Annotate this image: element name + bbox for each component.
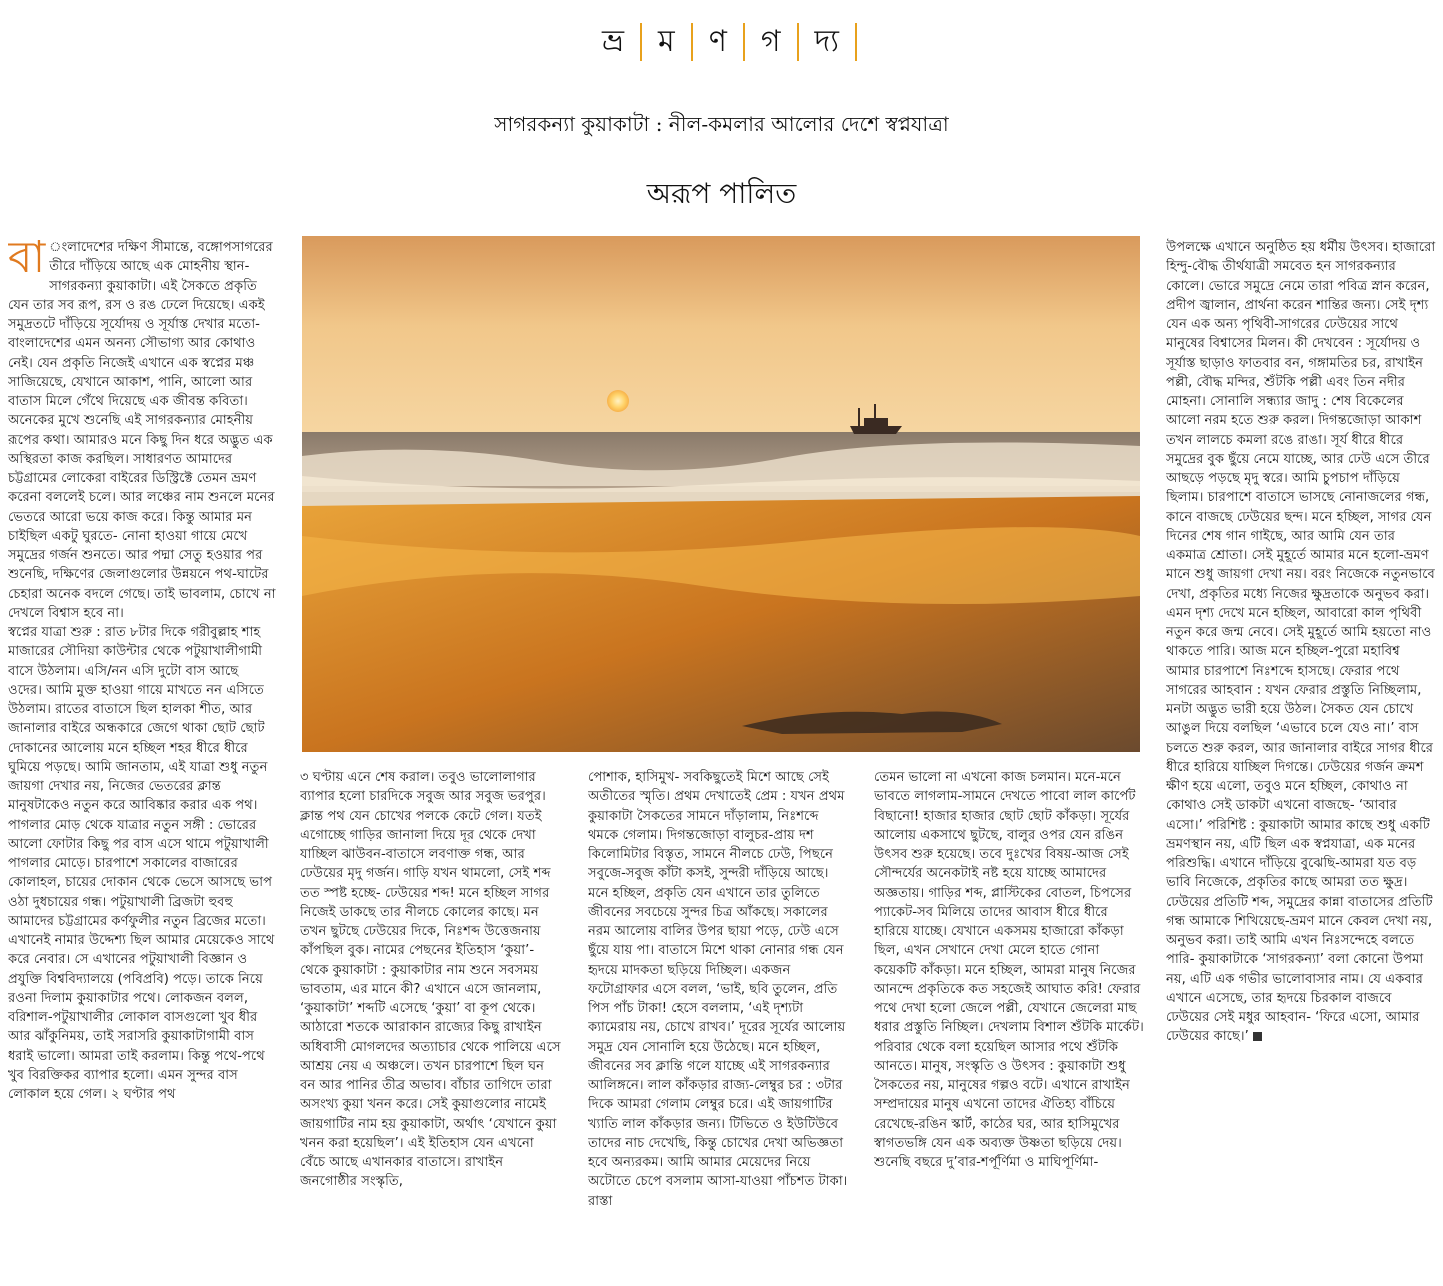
article-headline: সাগরকন্যা কুয়াকাটা : নীল-কমলার আলোর দেশে স্বপ্নযাত্রা — [494, 112, 949, 136]
drop-cap: বা — [8, 238, 46, 283]
boat-mast-shape — [858, 408, 860, 426]
article-column-5 — [1166, 238, 1436, 1278]
article-paragraph: স্বপ্নের যাত্রা শুরু : রাত ৮টার দিকে গরীবুল্লাহ শাহ মাজারের সৌদিয়া কাউন্টার থেকে পটুয়াখালীগামী বাসে উঠলাম। এসি/নন এসি দুটো বাস আছে ওদের। আমি মুক্ত হাওয়া গায়ে মাখতে নন এসিতে উঠলাম। রাতের বাতাসে ছিল হালকা শীত, আর জানালার বাইরে অন্ধকারে জেগে থাকা ছোট ছোট দোকানের আলোয় মনে হচ্ছিল শহর ধীরে ধীরে ঘুমিয়ে পড়ছে। আমি জানতাম, এই যাত্রা শুধু নতুন জায়গা দেখার নয়, নিজের ভেতরের ক্লান্ত মানুষটাকেও নতুন করে আবিষ্কার করার এক পথ। পাগলার মোড় থেকে যাত্রার নতুন সঙ্গী : ভোরের আলো ফোটার কিছু পর বাস এসে থামে পটুয়াখালী পাগলার মোড়ে। চারপাশে সকালের বাজারের কোলাহল, চায়ের দোকান থেকে ভেসে আসছে ভাপ ওঠা দুধচায়ের গন্ধ। পটুয়াখালী ব্রিজটা হুবহু আমাদের চট্টগ্রামের কর্ণফুলীর নতুন ব্রিজের মতো। এখানেই নামার উদ্দেশ্য ছিল আমার মেয়েকেও সাথে করে নেবার। সে এখানের পটুয়াখালী বিজ্ঞান ও প্রযুক্তি বিশ্ববিদ্যালয়ে (পবিপ্রবি) পড়ে। তাকে নিয়ে রওনা দিলাম কুয়াকাটার পথে। লোকজন বলল, বরিশাল-পটুয়াখালীর লোকাল বাসগুলো খুব ধীর আর ঝাঁকুনিময়, তাই সরাসরি কুয়াকাটাগামী বাস ধরাই ভালো। আমরা তাই করলাম। কিন্তু পথে-পথে খুব বিরক্তিকর ব্যাপার হলো। এমন সুন্দর বাস লোকাল হয়ে গেল। ২ ঘণ্টার পথ — [8, 625, 275, 1102]
article-paragraph: ৩ ঘণ্টায় এনে শেষ করাল। তবুও ভালোলাগার ব্যাপার হলো চারদিকে সবুজ আর সবুজ ভরপুর। ক্লান্ত পথ যেন চোখের পলকে কেটে গেল। যতই এগোচ্ছে গাড়ির জানালা দিয়ে দূর থেকে দেখা যাচ্ছিল ঝাউবন-বাতাসে লবণাক্ত গন্ধ, আর ঢেউয়ের মৃদু গর্জন। গাড়ি যখন থামলো, সেই শব্দ তত স্পষ্ট হচ্ছে- ঢেউয়ের শব্দ! মনে হচ্ছিল সাগর নিজেই ডাকছে তার নীলচে কোলের কাছে। মন তখন ছুটছে ঢেউয়ের দিকে, নিঃশব্দ উত্তেজনায় কাঁপছিল বুক। নামের পেছনের ইতিহাস ‘কুয়া’- থেকে কুয়াকাটা : কুয়াকাটার নাম শুনে সবসময় ভাবতাম, এর মানে কী? এখানে এসে জানলাম, ‘কুয়াকাটা’ শব্দটি এসেছে ‘কুয়া’ বা কূপ থেকে। আঠারো শতকে আরাকান রাজ্যের কিছু রাখাইন অধিবাসী মোগলদের অত্যাচার থেকে পালিয়ে এসে আশ্রয় নেয় এ অঞ্চলে। তখন চারপাশে ছিল ঘন বন আর পানির তীব্র অভাব। বাঁচার তাগিদে তারা অসংখ্য কুয়া খনন করে। সেই কুয়াগুলোর নামেই জায়গাটির নাম হয় কুয়াকাটা, অর্থাৎ ‘যেখানে কুয়া খনন করা হয়েছিল’। এই ইতিহাস যেন এখনো বেঁচে আছে এখানকার বাতাসে। রাখাইন জনগোষ্ঠীর সংস্কৃতি, — [300, 770, 561, 1190]
article-paragraph — [1166, 238, 1436, 1047]
section-tag — [0, 18, 1443, 66]
end-mark-icon — [1253, 1032, 1262, 1041]
article-text: উপলক্ষে এখানে অনুষ্ঠিত হয় ধর্মীয় উৎসব। হাজারো হিন্দু-বৌদ্ধ তীর্থযাত্রী সমবেত হন সাগরকন্যার কোলে। ভোরে সমুদ্রে নেমে তারা পবিত্র স্নান করেন, প্রদীপ জ্বালান, প্রার্থনা করেন শান্তির জন্য। সেই দৃশ্য যেন এক অন্য পৃথিবী-সাগরের ঢেউয়ের সাথে মানুষের বিশ্বাসের মিলন। কী দেখবেন : সূর্যোদয় ও সূর্যাস্ত ছাড়াও ফাতবার বন, গঙ্গামতির চর, রাখাইন পল্লী, বৌদ্ধ মন্দির, শুঁটকি পল্লী এবং তিন নদীর মোহনা। সোনালি সন্ধ্যার জাদু : শেষ বিকেলের আলো নরম হতে শুরু করল। দিগন্তজোড়া আকাশ তখন লালচে কমলা রঙে রাঙা। সূর্য ধীরে ধীরে সমুদ্রের বুক ছুঁয়ে নেমে যাচ্ছে, আর ঢেউ এসে তীরে আছড়ে পড়ছে মৃদু স্বরে। আমি চুপচাপ দাঁড়িয়ে ছিলাম। চারপাশে বাতাসে ভাসছে নোনাজলের গন্ধ, কানে বাজছে ঢেউয়ের ছন্দ। মনে হচ্ছিল, সাগর যেন দিনের শেষ গান গাইছে, আর আমি যেন তার একমাত্র শ্রোতা। সেই মুহূর্তে আমার মনে হলো-ভ্রমণ মানে শুধু জায়গা দেখা নয়। বরং নিজেকে নতুনভাবে দেখা, প্রকৃতির মধ্যে নিজের ক্ষুদ্রতাকে অনুভব করা। এমন দৃশ্য দেখে মনে হচ্ছিল, আবারো কাল পৃথিবী নতুন করে জন্ম নেবে। সেই মুহূর্তে আমি হয়তো নাও থাকতে পারি। আজ মনে হচ্ছিল-পুরো মহাবিশ্ব আমার চারপাশে নিঃশব্দে হাসছে। ফেরার পথে সাগরের আহবান : যখন ফেরার প্রস্তুতি নিচ্ছিলাম, মনটা অদ্ভুত ভারী হয়ে উঠল। সৈকত যেন চোখে আঙুল দিয়ে বলছিল ‘এভাবে চলে যেও না।’ বাস চলতে শুরু করল, আর জানালার বাইরে সাগর ধীরে ধীরে হারিয়ে যাচ্ছিল দিগন্তে। ঢেউয়ের গর্জন ক্রমশ ক্ষীণ হয়ে এলো, তবুও মনে হচ্ছিল, কোথাও না কোথাও সেই ডাকটা এখনো বাজছে- ‘আবার এসো।’ পরিশিষ্ট : কুয়াকাটা আমার কাছে শুধু একটি ভ্রমণস্থান নয়, এটি ছিল এক স্বপ্নযাত্রা, এক মনের পরিশুদ্ধি। এখানে দাঁড়িয়ে বুঝেছি-আমরা যত বড় ভাবি নিজেকে, প্রকৃতির কাছে আমরা তত ক্ষুদ্র। ঢেউয়ের প্রতিটি শব্দ, সমুদ্রের কান্না বাতাসের প্রতিটি গন্ধ আমাকে শিখিয়েছে-ভ্রমণ মানে কেবল দেখা নয়, অনুভব করা। তাই আমি এখন নিঃসন্দেহে বলতে পারি- কুয়াকাটাকে ‘সাগরকন্যা’ বলা কোনো উপমা নয়, এটি এক গভীর ভালোবাসার নাম। যে একবার এখানে এসেছে, তার হৃদয়ে চিরকাল বাজবে ঢেউয়ের সেই মধুর আহবান- ‘ফিরে এসো, আমার ঢেউয়ের কাছে।’ — [1166, 240, 1436, 1045]
article-text: ংলাদেশের দক্ষিণ সীমান্তে, বঙ্গোপসাগরের তীরে দাঁড়িয়ে আছে এক মোহনীয় স্থান-সাগরকন্যা কুয়াকাটা। এই সৈকতে প্রকৃতি যেন তার সব রূপ, রস ও রঙ ঢেলে দিয়েছে। একই সমুদ্রতটে দাঁড়িয়ে সূর্যোদয় ও সূর্যাস্ত দেখার মতো-বাংলাদেশের এমন অনন্য সৌভাগ্য আর কোথাও নেই। যেন প্রকৃতি নিজেই এখানে এক স্বপ্নের মঞ্চ সাজিয়েছে, যেখানে আকাশ, পানি, আলো আর বাতাস মিলে গেঁথে দিয়েছে এক জীবন্ত কবিতা। অনেকের মুখে শুনেছি এই সাগরকন্যার মোহনীয় রূপের কথা। আমারও মনে কিছু দিন ধরে অদ্ভুত এক অস্থিরতা কাজ করছিল। সাধারণত আমাদের চট্টগ্রামের লোকেরা বাইরের ডিস্ট্রিক্টে তেমন ভ্রমণ করেনা বললেই চলে। আর লঞ্চের নাম শুনলে মনের ভেতরে আরো ভয়ে কাজ করে। কিন্তু আমার মন চাইছিল একটু ঘুরতে- নোনা হাওয়া গায়ে মেখে সমুদ্রের গর্জন শুনতে। আর পদ্মা সেতু হওয়ার পর শুনেছি, দক্ষিণের জেলাগুলোর উন্নয়নে পথ-ঘাটের চেহারা অনেক বদলে গেছে। তাই ভাবলাম, চোখে না দেখলে বিশ্বাস হবে না। — [8, 240, 276, 621]
article-column-3 — [588, 768, 848, 1278]
article-byline: অরূপ পালিত — [646, 177, 797, 210]
section-tag-letter: ণ — [708, 24, 727, 59]
sky-shape — [302, 236, 1140, 436]
article-paragraph — [8, 238, 276, 623]
article-column-1 — [8, 238, 276, 1278]
section-tag-divider — [855, 23, 857, 61]
article-paragraph: পোশাক, হাসিমুখ- সবকিছুতেই মিশে আছে সেই অতীতের স্মৃতি। প্রথম দেখাতেই প্রেম : যখন প্রথম কুয়াকাটা সৈকতের সামনে দাঁড়ালাম, নিঃশব্দে থমকে গেলাম। দিগন্তজোড়া বালুচর-প্রায় দশ কিলোমিটার বিস্তৃত, সামনে নীলচে ঢেউ, পিছনে সবুজে-সবুজ কাঁটা কসই, সুন্দরী দাঁড়িয়ে আছে। মনে হচ্ছিল, প্রকৃতি যেন এখানে তার তুলিতে জীবনের সবচেয়ে সুন্দর চিত্র আঁকছে। সকালের নরম আলোয় বালির উপর ছায়া পড়ে, ঢেউ এসে ছুঁয়ে যায় পা। বাতাসে মিশে থাকা নোনার গন্ধ যেন হৃদয়ে মাদকতা ছড়িয়ে দিচ্ছিল। একজন ফটোগ্রাফার এসে বলল, ‘ভাই, ছবি তুলেন, প্রতি পিস পাঁচ টাকা! হেসে বললাম, ‘এই দৃশ্যটা ক্যামেরায় নয়, চোখে রাখব।’ দূরের সূর্যের আলোয় সমুদ্র যেন সোনালি হয়ে উঠেছে। মনে হচ্ছিল, জীবনের সব ক্লান্তি গলে যাচ্ছে এই সাগরকন্যার আলিঙ্গনে। লাল কাঁকড়ার রাজ্য-লেম্বুর চর : ৩টার দিকে আমরা গেলাম লেম্বুর চরে। এই জায়গাটির খ্যাতি লাল কাঁকড়ার জন্য। টিভিতে ও ইউটিউবে তাদের নাচ দেখেছি, কিন্তু চোখের দেখা অভিজ্ঞতা হবে অন্যরকম। আমি আমার মেয়েদের নিয়ে অটোতে চেপে বসলাম আসা-যাওয়া পাঁচশত টাকা। রাস্তা — [588, 770, 848, 1209]
sun-shape — [607, 390, 629, 412]
article-paragraph: তেমন ভালো না এখনো কাজ চলমান। মনে-মনে ভাবতে লাগলাম-সামনে দেখতে পাবো লাল কার্পেট বিছানো! হাজার হাজার ছোট ছোট কাঁকড়া। সূর্যের আলোয় একসাথে ছুটছে, বালুর ওপর যেন রঙিন উৎসব শুরু হয়েছে। তবে দুঃখের বিষয়-আজ সেই সৌন্দর্যের অনেকটাই নষ্ট হয়ে যাচ্ছে আমাদের অজ্ঞতায়। গাড়ির শব্দ, প্লাস্টিকের বোতল, চিপসের প্যাকেট-সব মিলিয়ে তাদের আবাস ধীরে ধীরে হারিয়ে যাচ্ছে। যেখানে একসময় হাজারো কাঁকড়া ছিল, এখন সেখানে দেখা মেলে হাতে গোনা কয়েকটি কাঁকড়া। মনে হচ্ছিল, আমরা মানুষ নিজের আনন্দে প্রকৃতিকে কত সহজেই আঘাত করি! ফেরার পথে দেখা হলো জেলে পল্লী, যেখানে জেলেরা মাছ ধরার প্রস্তুতি নিচ্ছিল। দেখলাম বিশাল শুঁটকি মার্কেট। পরিবার থেকে বলা হয়েছিল আসার পথে শুঁটকি আনতে। মানুষ, সংস্কৃতি ও উৎসব : কুয়াকাটা শুধু সৈকতের নয়, মানুষের গল্পও বটে। এখানে রাখাইন সম্প্রদায়ের মানুষ এখনো তাদের ঐতিহ্য বাঁচিয়ে রেখেছে-রঙিন স্কার্ট, কাঠের ঘর, আর হাসিমুখের স্বাগতভঙ্গি যেন এক অব্যক্ত উষ্ণতা ছড়িয়ে দেয়। শুনেছি বছরে দু’বার-শর্পূর্ণিমা ও মাঘিপূর্ণিমা- — [874, 770, 1144, 1170]
section-tag-letter: ম — [658, 24, 675, 59]
sunset-beach-image — [302, 236, 1140, 752]
boat-hull-shape — [850, 426, 902, 434]
section-tag-letter: ভ্র — [602, 24, 625, 59]
section-tag-letter: দ্য — [814, 24, 839, 59]
section-tag-letter: গ — [760, 24, 781, 59]
article-column-4 — [874, 768, 1144, 1278]
article-column-2 — [300, 768, 562, 1278]
boat-cabin-shape — [864, 418, 888, 426]
article-photo — [302, 236, 1140, 752]
